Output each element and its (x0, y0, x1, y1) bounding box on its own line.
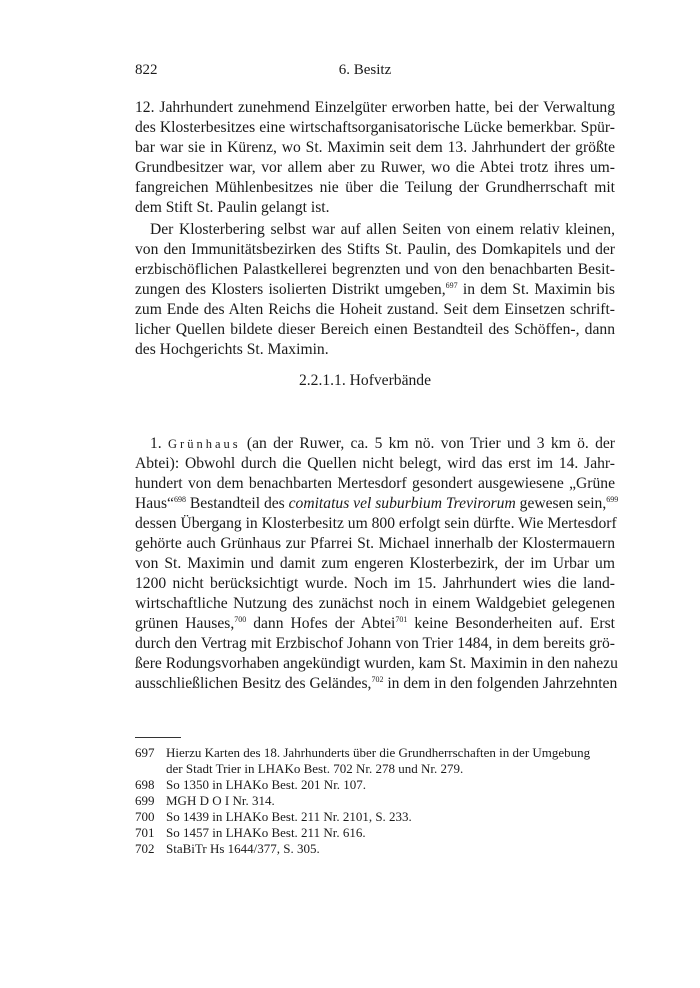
footnote-text: Hierzu Karten des 18. Jahrhunderts über die Grundherrschaften in der Umgebung (166, 745, 591, 760)
footnote-ref-697[interactable]: 697 (445, 281, 458, 290)
footnote-text: der Stadt Trier in LHAKo Best. 702 Nr. 278 und Nr. 279. (166, 761, 464, 776)
text-line: des Hochgerichts St. Maximin. (135, 341, 329, 358)
text-line: von St. Maximin und damit zum engeren Klosterbezirk, der im Urbar um (135, 555, 615, 572)
text-line: 1. Grünhaus (an der Ruwer, ca. 5 km nö. von Trier und 3 km ö. der (150, 435, 616, 452)
footnote-number: 698 (135, 777, 155, 792)
text-line: ßere Rodungsvorhaben angekündigt wurden, kam St. Maximin in den nahezu (135, 655, 618, 672)
text-line: gehörte auch Grünhaus zur Pfarrei St. Michael innerhalb der Klostermauern (135, 535, 615, 552)
text-line: von den Immunitätsbezirken des Stifts St. Paulin, des Domkapitels und der (135, 241, 615, 258)
text-line: des Klosterbesitzes eine wirtschaftsorganisatorische Lücke bemerkbar. Spür- (135, 119, 615, 136)
text-line: zungen des Klosters isolierten Distrikt umgeben,$^{697}$ in dem St. Maximin bis (135, 281, 615, 298)
footnote-number: 701 (135, 825, 155, 840)
text-line: erzbischöflichen Palastkellerei begrenzten und von den benachbarten Besit- (135, 261, 615, 278)
text-line: durch den Vertrag mit Erzbischof Johann von Trier 1484, in dem bereits grö- (135, 635, 615, 652)
text-line: 12. Jahrhundert zunehmend Einzelgüter erworben hatte, bei der Verwaltung (135, 99, 615, 116)
section-heading: 2.2.1.1. Hofverbände (298, 372, 432, 389)
text-line: grünen Hauses,$^{700}$ dann Hofes der Abtei$^{701}$ keine Besonderheiten auf. Erst (135, 615, 615, 632)
footnote-ref-698[interactable]: 698 (173, 495, 186, 504)
text-line: ausschließlichen Besitz des Geländes,$^{702}$ in dem in den folgenden Jahrzehnten (135, 675, 618, 692)
place-name: Grünhaus (168, 437, 241, 451)
footnote-ref-702[interactable]: 702 (371, 675, 384, 684)
text-line: bar war sie in Kürenz, wo St. Maximin seit dem 13. Jahrhundert der größte (135, 139, 615, 156)
text-line: dem Stift St. Paulin gelangt ist. (135, 199, 330, 216)
text-line: licher Quellen bildete dieser Bereich einen Bestandteil des Schöffen-, dann (135, 321, 615, 338)
footnote-text: MGH D O I Nr. 314. (166, 793, 275, 808)
text-line: Abtei): Obwohl durch die Quellen nicht belegt, wird das erst im 14. Jahr- (135, 455, 615, 472)
text-line: 1200 nicht berücksichtigt wurde. Noch im 15. Jahrhundert wies die land- (135, 575, 615, 592)
footnote-ref-701[interactable]: 701 (395, 615, 408, 624)
footnote-number: 699 (135, 793, 155, 808)
text-line: hundert von dem benachbarten Mertesdorf gesondert ausgewiesene „Grüne (135, 475, 615, 492)
footnote-ref-700[interactable]: 700 (234, 615, 247, 624)
text-line: wirtschaftliche Nutzung des zunächst noch in einem Waldgebiet gelegenen (135, 595, 615, 612)
footnote-number: 700 (135, 809, 155, 824)
footnote-text: So 1457 in LHAKo Best. 211 Nr. 616. (166, 825, 366, 840)
footnote-number: 697 (135, 745, 155, 760)
footnote-ref-699[interactable]: 699 (606, 495, 619, 504)
text-line: fangreichen Mühlenbesitzes nie über die Teilung der Grundherrschaft mit (135, 179, 615, 196)
footnote-text: So 1350 in LHAKo Best. 201 Nr. 107. (166, 777, 367, 792)
footnote-text: So 1439 in LHAKo Best. 211 Nr. 2101, S. 233. (166, 809, 412, 824)
text-line: zum Ende des Alten Reichs die Hoheit zustand. Seit dem Einsetzen schrift- (135, 301, 615, 318)
page-number: 822 (135, 62, 158, 78)
footnote-text: StaBiTr Hs 1644/377, S. 305. (166, 841, 320, 856)
footnote-divider (135, 737, 181, 738)
text-line: dessen Übergang in Klosterbesitz um 800 erfolgt sein dürfte. Wie Mertesdorf (135, 515, 617, 532)
text-line: Haus“$^{698}$ Bestandteil des comitatus vel suburbium Trevirorum gewesen sein,$^{699}$ (135, 495, 619, 512)
footnote-number: 702 (135, 841, 155, 856)
text-line: Grundbesitzer war, vor allem aber zu Ruwer, wo die Abtei trotz ihres um- (135, 159, 615, 176)
running-header: 6. Besitz (338, 62, 392, 78)
text-line: Der Klosterbering selbst war auf allen Seiten von einem relativ kleinen, (150, 221, 615, 238)
